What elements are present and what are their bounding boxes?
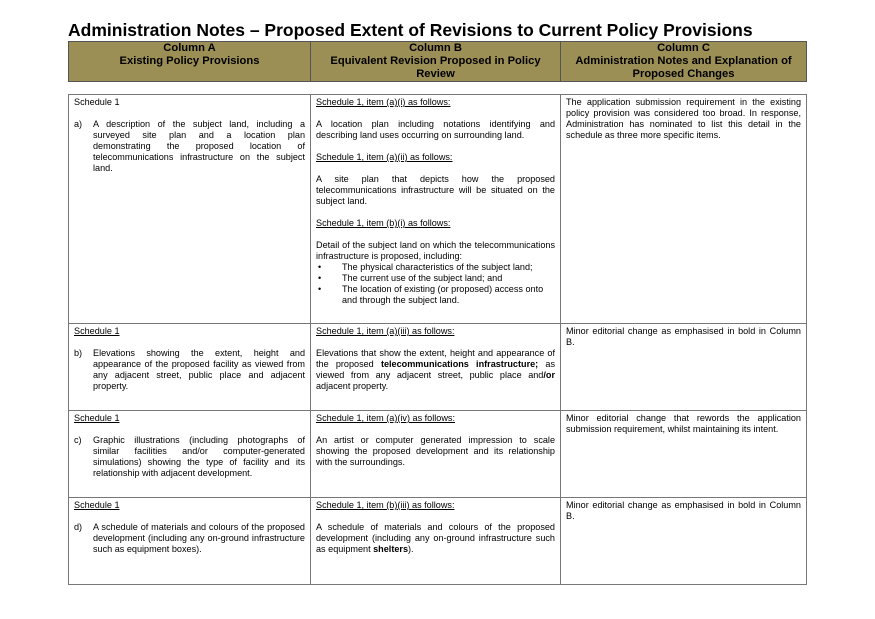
revision-text: Elevations that show the extent, height and appearance of the proposed telecommunications infrastructure; as viewed from any adjacent street, public place and/or adjacent property.	[316, 348, 555, 391]
emphasis-text: shelters	[373, 544, 409, 554]
column-b-subtitle: Equivalent Revision Proposed in Policy Review	[330, 55, 541, 80]
column-a-header	[69, 42, 311, 82]
column-a-subtitle: Existing Policy Provisions	[119, 55, 260, 67]
proposed-revision-cell	[311, 411, 561, 498]
column-c-subtitle: Administration Notes and Explanation of Proposed Changes	[575, 55, 792, 80]
schedule-heading: Schedule 1	[74, 500, 120, 510]
revisions-table	[68, 94, 807, 585]
existing-provision-cell	[69, 324, 311, 411]
column-c-title: Column C	[657, 42, 710, 54]
bullet-icon: •	[318, 262, 322, 272]
revision-heading: Schedule 1, item (a)(ii) as follows:	[316, 152, 453, 162]
column-header-table	[68, 41, 807, 82]
admin-note-text: Minor editorial change that rewords the application submission requirement, whilst maintaining its intent.	[566, 413, 801, 434]
item-label: c)	[74, 435, 82, 445]
column-b-header	[311, 42, 561, 82]
provision-item	[74, 348, 305, 392]
item-label: a)	[74, 119, 83, 129]
admin-notes-cell	[561, 498, 807, 585]
provision-item	[74, 119, 305, 174]
revision-text: Detail of the subject land on which the telecommunications infrastructure is proposed, including:	[316, 240, 555, 261]
provision-item	[74, 435, 305, 479]
schedule-heading: Schedule 1	[74, 97, 120, 107]
schedule-heading: Schedule 1	[74, 413, 120, 423]
revision-heading: Schedule 1, item (b)(iii) as follows:	[316, 500, 455, 510]
admin-notes-cell	[561, 411, 807, 498]
item-label: b)	[74, 348, 83, 358]
list-item: • The current use of the subject land; and	[318, 273, 503, 283]
revision-heading: Schedule 1, item (a)(iv) as follows:	[316, 413, 455, 423]
proposed-revision-cell	[311, 95, 561, 324]
admin-notes-cell	[561, 324, 807, 411]
revision-text: A schedule of materials and colours of the proposed development (including any on-ground infrastructure such as equipment shelters).	[316, 522, 555, 554]
admin-note-text: The application submission requirement in the existing policy provision was considered too broad. In response, Administration has nominated to list this detail in the schedule as three more specific items.	[566, 97, 801, 140]
list-item: • The location of existing (or proposed) access onto and through the subject land.	[318, 284, 544, 305]
proposed-revision-cell	[311, 498, 561, 585]
table-row	[69, 498, 807, 585]
revision-heading: Schedule 1, item (a)(iii) as follows:	[316, 326, 455, 336]
list-item: • The physical characteristics of the subject land;	[318, 262, 533, 272]
provision-item	[74, 522, 305, 555]
page-title: Administration Notes – Proposed Extent of Revisions to Current Policy Provisions	[68, 20, 753, 40]
existing-provision-cell	[69, 95, 311, 324]
admin-note-text: Minor editorial change as emphasised in bold in Column B.	[566, 326, 801, 347]
item-text: Elevations showing the extent, height and appearance of the proposed facility as viewed from any adjacent street, public place and adjacent property.	[93, 348, 305, 391]
schedule-heading: Schedule 1	[74, 326, 120, 336]
proposed-revision-cell	[311, 324, 561, 411]
emphasis-text: telecommunications infrastructure;	[380, 359, 539, 369]
item-text: A schedule of materials and colours of the proposed development (including any on-ground infrastructure such as equipment boxes).	[93, 522, 305, 554]
bullet-icon: •	[318, 273, 322, 283]
revision-bullet-list	[316, 262, 555, 306]
revision-heading: Schedule 1, item (b)(i) as follows:	[316, 218, 451, 228]
emphasis-text: /or	[543, 370, 555, 380]
table-row	[69, 324, 807, 411]
existing-provision-cell	[69, 498, 311, 585]
item-label: d)	[74, 522, 83, 532]
existing-provision-cell	[69, 411, 311, 498]
column-c-header	[561, 42, 807, 82]
column-a-title: Column A	[163, 42, 216, 54]
revision-text: A site plan that depicts how the proposed telecommunications infrastructure will be situated on the subject land.	[316, 174, 555, 206]
revision-text: An artist or computer generated impression to scale showing the proposed development and its relationship with the surroundings.	[316, 435, 555, 467]
item-text: Graphic illustrations (including photographs of similar facilities and/or computer-generated simulations) showing the type of facility and its relationship with adjacent development.	[93, 435, 305, 478]
admin-notes-cell	[561, 95, 807, 324]
admin-note-text: Minor editorial change as emphasised in bold in Column B.	[566, 500, 801, 521]
bullet-icon: •	[318, 284, 322, 294]
table-row	[69, 95, 807, 324]
revision-heading: Schedule 1, item (a)(i) as follows:	[316, 97, 451, 107]
revision-text: A location plan including notations identifying and describing land uses occurring on surrounding land.	[316, 119, 555, 140]
table-row	[69, 411, 807, 498]
item-text: A description of the subject land, including a surveyed site plan and a location plan demonstrating the proposed location of telecommunications infrastructure on the subject land.	[93, 119, 305, 173]
column-b-title: Column B	[409, 42, 462, 54]
